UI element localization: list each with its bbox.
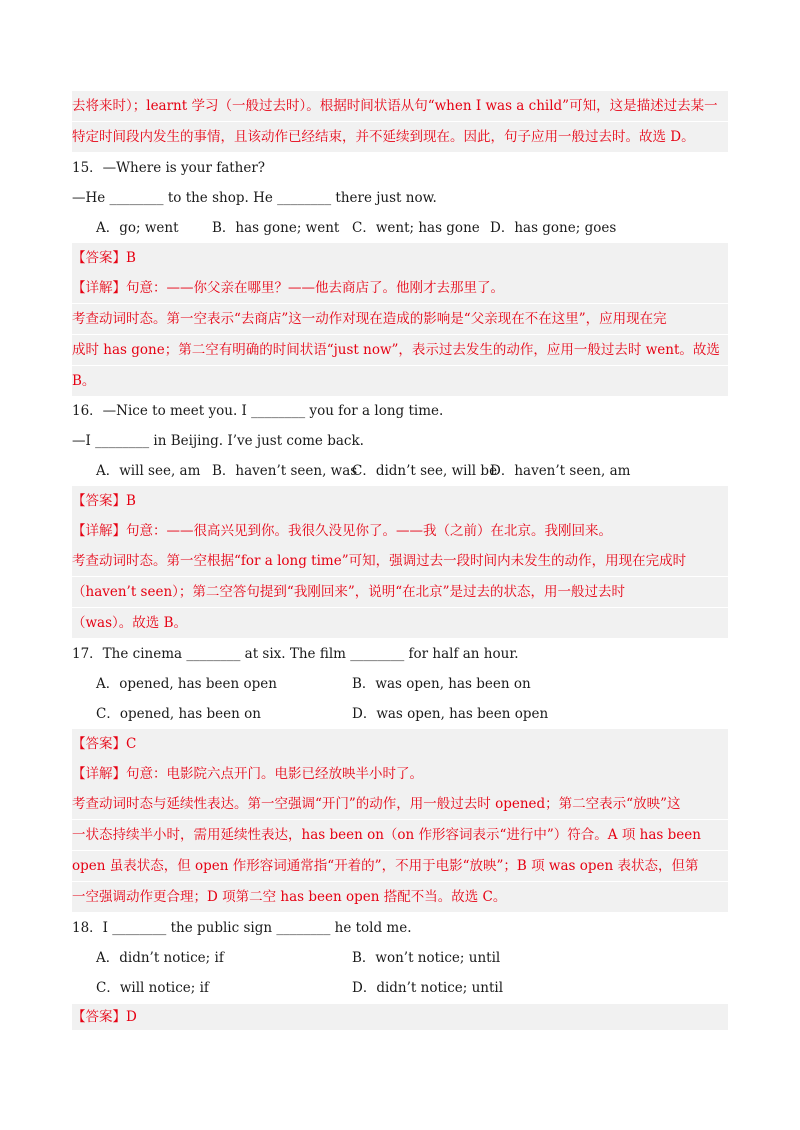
question-18-option-a: A．didn’t notice; if [96,950,224,966]
question-18-option-b: B．won’t notice; until [352,950,501,966]
question-16-option-a: A．will see, am [96,463,201,479]
question-15-answer: 【答案】B [72,243,728,273]
question-17-stem: 17．The cinema ________ at six. The film ________ for half an hour. [72,646,519,662]
question-16-stem-2: —I ________ in Beijing. I’ve just come back. [72,433,364,449]
question-16-option-b: B．haven’t seen, was [212,463,358,479]
question-17-explanation-line: 考查动词时态与延续性表达。第一空强调“开门”的动作，用一般过去时 opened；第二空表示“放映”这 [72,789,728,819]
question-17-option-c: C．opened, has been on [96,706,261,722]
question-15-stem-2: —He ________ to the shop. He ________ there just now. [72,190,437,206]
question-15-option-b: B．has gone; went [212,220,340,236]
question-17-explanation-line: 【详解】句意：电影院六点开门。电影已经放映半小时了。 [72,759,728,789]
question-16-explanation-line: （was）。故选 B。 [72,608,728,638]
question-15-explanation-line: 考查动词时态。第一空表示“去商店”这一动作对现在造成的影响是“父亲现在不在这里”，应用现在完 [72,304,728,334]
question-16-explanation-line: 考查动词时态。第一空根据“for a long time”可知，强调过去一段时间内未发生的动作，用现在完成时 [72,546,728,576]
question-15-explanation-line: 成时 has gone；第二空有明确的时间状语“just now”，表示过去发生的动作，应用一般过去时 went。故选 [72,335,728,365]
question-17-option-a: A．opened, has been open [96,676,277,692]
question-16-option-d: D．haven’t seen, am [490,463,631,479]
question-16-explanation-line: 【详解】句意：——很高兴见到你。我很久没见你了。——我（之前）在北京。我刚回来。 [72,516,728,546]
question-16-answer: 【答案】B [72,486,728,516]
question-17-explanation-line: open 虽表状态，但 open 作形容词通常指“开着的”，不用于电影“放映”；B 项 was open 表状态，但第 [72,851,728,881]
explanation-line: 去将来时）；learnt 学习（一般过去时）。根据时间状语从句“when I was a child”可知，这是描述过去某一 [72,91,728,121]
explanation-line: 特定时间段内发生的事情，且该动作已经结束，并不延续到现在。因此，句子应用一般过去时。故选 D。 [72,122,728,152]
question-15-option-c: C．went; has gone [352,220,480,236]
question-15-explanation-line: 【详解】句意：——你父亲在哪里？——他去商店了。他刚才去那里了。 [72,273,728,303]
question-18-option-c: C．will notice; if [96,980,209,996]
question-16-stem: 16．—Nice to meet you. I ________ you for a long time. [72,403,444,419]
question-17-option-d: D．was open, has been open [352,706,549,722]
question-16-explanation-line: （haven’t seen）；第二空答句提到“我刚回来”，说明“在北京”是过去的状态，用一般过去时 [72,577,728,607]
question-17-answer: 【答案】C [72,729,728,759]
question-18-answer: 【答案】D [72,1004,728,1030]
question-17-explanation-line: 一状态持续半小时，需用延续性表达，has been on（on 作形容词表示“进行中”）符合。A 项 has been [72,820,728,850]
question-16-option-c: C．didn’t see, will be [352,463,498,479]
question-18-option-d: D．didn’t notice; until [352,980,504,996]
question-15-explanation-line: B。 [72,366,728,396]
question-15-option-d: D．has gone; goes [490,220,617,236]
question-18-stem: 18．I ________ the public sign ________ he told me. [72,920,412,936]
question-17-option-b: B．was open, has been on [352,676,531,692]
question-15-stem: 15．—Where is your father? [72,160,266,176]
question-17-explanation-line: 一空强调动作更合理；D 项第二空 has been open 搭配不当。故选 C。 [72,882,728,912]
question-15-option-a: A．go; went [96,220,179,236]
